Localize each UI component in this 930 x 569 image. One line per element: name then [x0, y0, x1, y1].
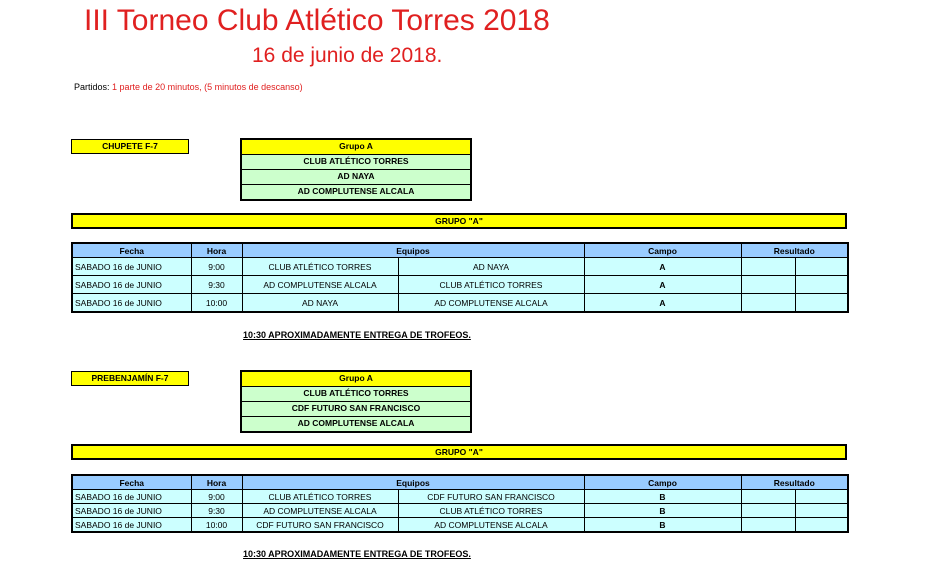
- col-resultado: Resultado: [741, 475, 848, 490]
- col-hora: Hora: [191, 243, 242, 258]
- match-local: AD COMPLUTENSE ALCALA: [242, 504, 398, 518]
- group-banner: GRUPO "A": [71, 444, 847, 460]
- match-visitante: CLUB ATLÉTICO TORRES: [398, 504, 584, 518]
- match-visitante: AD COMPLUTENSE ALCALA: [398, 518, 584, 533]
- trofeos-note: 10:30 APROXIMADAMENTE ENTREGA DE TROFEOS.: [243, 549, 471, 559]
- match-visitante: AD NAYA: [398, 258, 584, 276]
- match-visitante: CLUB ATLÉTICO TORRES: [398, 276, 584, 294]
- table-header-row: [72, 475, 848, 490]
- match-hora: 9:00: [191, 490, 242, 504]
- match-visitante: AD COMPLUTENSE ALCALA: [398, 294, 584, 313]
- schedule-table: [71, 474, 849, 533]
- result-local-cell: [741, 490, 795, 504]
- table-row: [72, 518, 848, 533]
- match-fecha: SABADO 16 de JUNIO: [72, 504, 191, 518]
- match-campo: B: [584, 504, 741, 518]
- group-title: Grupo A: [242, 372, 470, 387]
- result-visitante-cell: [795, 504, 848, 518]
- match-hora: 10:00: [191, 518, 242, 533]
- result-visitante-cell: [795, 518, 848, 533]
- result-visitante-cell: [795, 276, 848, 294]
- match-visitante: CDF FUTURO SAN FRANCISCO: [398, 490, 584, 504]
- group-title: Grupo A: [242, 140, 470, 155]
- col-resultado: Resultado: [741, 243, 848, 258]
- result-local-cell: [741, 504, 795, 518]
- partidos-value: 1 parte de 20 minutos, (5 minutos de descanso): [112, 82, 303, 92]
- group-team: AD COMPLUTENSE ALCALA: [242, 417, 470, 431]
- col-campo: Campo: [584, 475, 741, 490]
- group-banner: GRUPO "A": [71, 213, 847, 229]
- col-fecha: Fecha: [72, 475, 191, 490]
- group-team: CLUB ATLÉTICO TORRES: [242, 155, 470, 170]
- group-box: [240, 370, 472, 433]
- table-row: [72, 294, 848, 313]
- partidos-label: Partidos:: [74, 82, 110, 92]
- page-subtitle-date: 16 de junio de 2018.: [252, 44, 443, 67]
- match-hora: 9:30: [191, 504, 242, 518]
- match-fecha: SABADO 16 de JUNIO: [72, 276, 191, 294]
- group-team: AD NAYA: [242, 170, 470, 185]
- match-campo: B: [584, 518, 741, 533]
- result-local-cell: [741, 276, 795, 294]
- partidos-note: [74, 82, 303, 92]
- result-local-cell: [741, 258, 795, 276]
- category-label: PREBENJAMÍN F-7: [71, 371, 189, 386]
- col-equipos: Equipos: [242, 243, 584, 258]
- table-row: [72, 504, 848, 518]
- match-campo: A: [584, 258, 741, 276]
- table-row: [72, 490, 848, 504]
- match-fecha: SABADO 16 de JUNIO: [72, 258, 191, 276]
- match-campo: A: [584, 294, 741, 313]
- result-local-cell: [741, 294, 795, 313]
- match-local: CDF FUTURO SAN FRANCISCO: [242, 518, 398, 533]
- match-fecha: SABADO 16 de JUNIO: [72, 294, 191, 313]
- col-campo: Campo: [584, 243, 741, 258]
- match-hora: 9:30: [191, 276, 242, 294]
- result-local-cell: [741, 518, 795, 533]
- match-local: CLUB ATLÉTICO TORRES: [242, 258, 398, 276]
- result-visitante-cell: [795, 294, 848, 313]
- col-hora: Hora: [191, 475, 242, 490]
- result-visitante-cell: [795, 490, 848, 504]
- category-label: CHUPETE F-7: [71, 139, 189, 154]
- match-campo: B: [584, 490, 741, 504]
- result-visitante-cell: [795, 258, 848, 276]
- group-team: CLUB ATLÉTICO TORRES: [242, 387, 470, 402]
- match-local: CLUB ATLÉTICO TORRES: [242, 490, 398, 504]
- schedule-table: [71, 242, 849, 313]
- group-box: [240, 138, 472, 201]
- match-fecha: SABADO 16 de JUNIO: [72, 490, 191, 504]
- match-fecha: SABADO 16 de JUNIO: [72, 518, 191, 533]
- match-hora: 10:00: [191, 294, 242, 313]
- group-team: AD COMPLUTENSE ALCALA: [242, 185, 470, 199]
- table-header-row: [72, 243, 848, 258]
- match-local: AD COMPLUTENSE ALCALA: [242, 276, 398, 294]
- match-local: AD NAYA: [242, 294, 398, 313]
- table-row: [72, 276, 848, 294]
- col-fecha: Fecha: [72, 243, 191, 258]
- trofeos-note: 10:30 APROXIMADAMENTE ENTREGA DE TROFEOS.: [243, 330, 471, 340]
- match-campo: A: [584, 276, 741, 294]
- match-hora: 9:00: [191, 258, 242, 276]
- group-team: CDF FUTURO SAN FRANCISCO: [242, 402, 470, 417]
- page-title: III Torneo Club Atlético Torres 2018: [84, 4, 550, 37]
- col-equipos: Equipos: [242, 475, 584, 490]
- table-row: [72, 258, 848, 276]
